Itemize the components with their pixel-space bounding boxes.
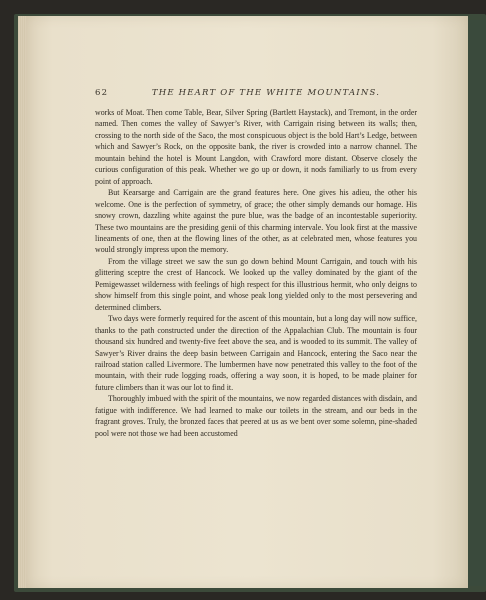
paragraph: But Kearsarge and Carrigain are the grand features here. One gives his adieu, the other his welcome. One is the perfection of symmetry, of grace; the other simply demands our homage. His snowy crown, dazzling white against the pure blue, was the badge of an incontestable superiority. These two mountains are the presiding genii of this charming intervale. You look first at the massive lineaments of one, then at the flowing lines of the other, as at celebrated men, whose features you would strongly impress upon the memory.	[95, 188, 417, 255]
running-title: THE HEART OF THE WHITE MOUNTAINS.	[151, 88, 381, 98]
page-number: 62	[95, 88, 109, 98]
page-edges	[18, 16, 26, 588]
paragraph: works of Moat. Then come Table, Bear, Silver Spring (Bartlett Haystack), and Tremont, in the order named. Then comes the valley of Sawyer’s River, with Carrigain rising between its walls; then, crossing to the north side of the Saco, the most conspicuous object is the bold Hart’s Ledge, between which and Sawyer’s Rock, on the opposite bank, the river is crowded into a narrow channel. The mountain behind the hotel is Mount Langdon, with Crawford more distant. Observe closely the curious configuration of this peak. Whether we go up or down, it nods familiarly to us from every point of approach.	[95, 108, 417, 186]
paragraph: Two days were formerly required for the ascent of this mountain, but a long day will now suffice, thanks to the path constructed under the direction of the Appalachian Club. The mountain is four thousand six hundred and twenty-five feet above the sea, and is wooded to its summit. The valley of Sawyer’s River drains the deep basin between Carrigain and Hancock, entering the Saco near the railroad station called Livermore. The lumbermen have now penetrated this valley to the foot of the mountain, with their rude logging roads, offering a way soon, it is hoped, to be made plainer for future climbers than it was our lot to find it.	[95, 314, 417, 392]
paragraph: From the village street we saw the sun go down behind Mount Carrigain, and touch with his glittering sceptre the crest of Hancock. We looked up the valley dominated by the giant of the Pemigewasset wilderness with feelings of high respect for this illustrious hermit, who only deigns to show himself from this single point, and whose peak long yielded only to the most persevering and determined climbers.	[95, 256, 417, 312]
body-text	[95, 107, 417, 439]
book-spine-edge	[466, 20, 486, 586]
paragraph: Thoroughly imbued with the spirit of the mountains, we now regarded distances with disdain, and fatigue with indifference. We had learned to make our toilets in the stream, and our beds in the fragrant groves. Truly, the bronzed faces that peered at us as we bent over some solemn, pine-shaded pool were not those we had been accustomed	[95, 394, 417, 438]
